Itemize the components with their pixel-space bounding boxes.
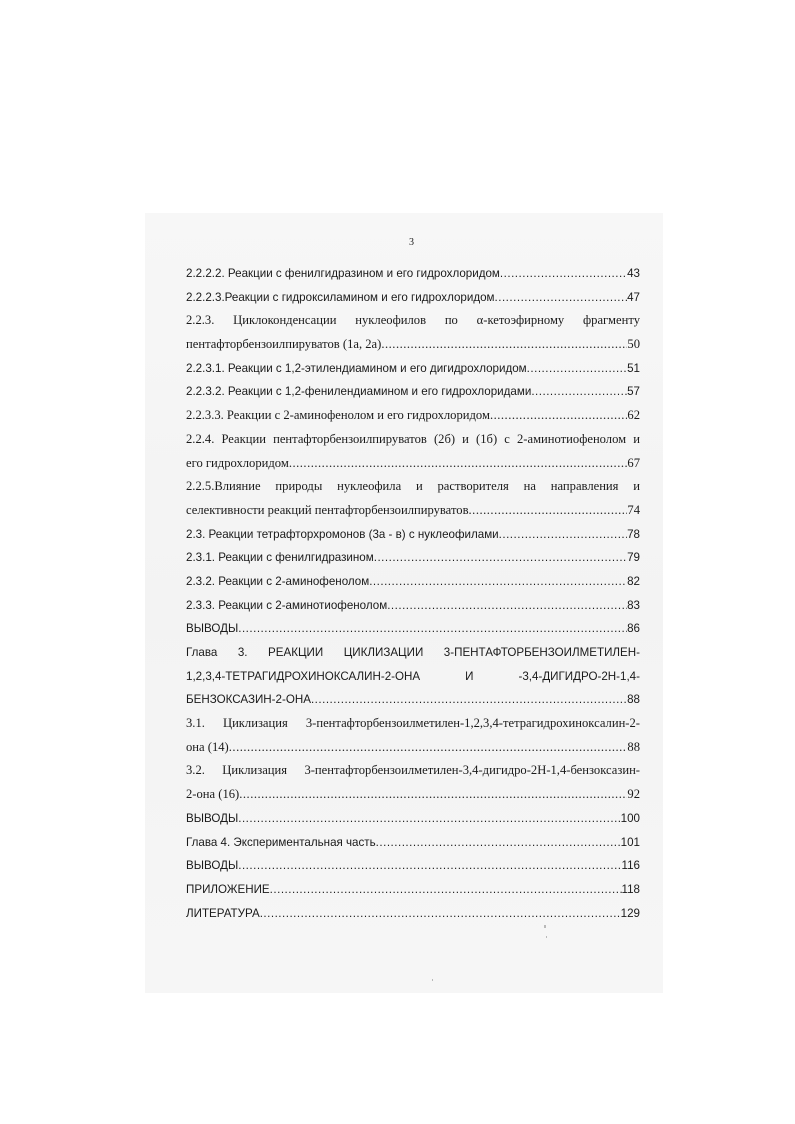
dot-leader bbox=[289, 452, 628, 476]
toc-line bbox=[186, 807, 640, 831]
scan-speck bbox=[544, 925, 546, 928]
toc-entry-title: ВЫВОДЫ bbox=[186, 811, 239, 825]
toc-line bbox=[186, 736, 640, 760]
toc-entry-title: 2.2.3.1. Реакции с 1,2-этилендиамином и его дигидрохлоридом bbox=[186, 361, 527, 375]
toc-page-number: 47 bbox=[627, 290, 640, 304]
toc-line bbox=[186, 641, 640, 665]
toc-page-number: 129 bbox=[620, 906, 640, 920]
scan-speck bbox=[432, 979, 433, 981]
toc-page-number: 43 bbox=[627, 267, 640, 280]
toc-line bbox=[186, 286, 640, 310]
toc-entry bbox=[186, 286, 640, 310]
toc-page-number: 88 bbox=[627, 693, 640, 707]
toc-page-number: 57 bbox=[627, 385, 640, 399]
toc-line bbox=[186, 404, 640, 428]
toc-page-number: 78 bbox=[627, 527, 640, 541]
toc-entry-title: 2.2.2.2. Реакции с фенилгидразином и его гидрохлоридом bbox=[186, 267, 500, 280]
toc-line bbox=[186, 902, 640, 926]
toc-page-number: 50 bbox=[627, 337, 640, 352]
toc-entry bbox=[186, 475, 640, 522]
toc-entry bbox=[186, 854, 640, 878]
dot-leader bbox=[238, 807, 620, 831]
toc-entry-title: 1,2,3,4-ТЕТРАГИДРОХИНОКСАЛИН-2-ОНА И -3,4-ДИГИДРО-2Н-1,4- bbox=[186, 669, 640, 683]
toc-line bbox=[186, 262, 640, 286]
toc-line bbox=[186, 546, 640, 570]
toc-entry-title: Глава 3. РЕАКЦИИ ЦИКЛИЗАЦИИ 3-ПЕНТАФТОРБЕНЗОИЛМЕТИЛЕН- bbox=[186, 646, 640, 659]
dot-leader bbox=[527, 357, 627, 381]
toc-entry bbox=[186, 428, 640, 475]
toc-entry bbox=[186, 712, 640, 759]
toc-line bbox=[186, 594, 640, 618]
toc-entry-title: селективности реакций пентафторбензоилпируватов bbox=[186, 502, 469, 517]
dot-leader bbox=[238, 854, 621, 878]
toc-line bbox=[186, 665, 640, 689]
toc-page-number: 100 bbox=[620, 811, 640, 825]
toc-page-number: 92 bbox=[627, 787, 640, 802]
dot-leader bbox=[374, 546, 627, 570]
dot-leader bbox=[469, 499, 628, 523]
toc-entry bbox=[186, 262, 640, 286]
dot-leader bbox=[239, 783, 627, 807]
dot-leader bbox=[531, 380, 627, 404]
toc-line bbox=[186, 617, 640, 641]
toc-line bbox=[186, 854, 640, 878]
toc-entry-title: ЛИТЕРАТУРА bbox=[186, 906, 260, 920]
toc-line bbox=[186, 380, 640, 404]
toc-line bbox=[186, 759, 640, 783]
toc-entry bbox=[186, 641, 640, 712]
toc-entry bbox=[186, 594, 640, 618]
toc-entry-title: ВЫВОДЫ bbox=[186, 859, 239, 873]
toc-entry-title: 2.3.3. Реакции с 2-аминотиофенолом bbox=[186, 598, 388, 612]
dot-leader bbox=[270, 878, 622, 902]
dot-leader bbox=[260, 902, 621, 926]
toc-entry bbox=[186, 523, 640, 547]
toc-entry-title: 2.2.3.3. Реакции с 2-аминофенолом и его гидрохлоридом bbox=[186, 408, 490, 423]
toc-line bbox=[186, 688, 640, 712]
toc-entry bbox=[186, 902, 640, 926]
toc-page-number: 79 bbox=[627, 551, 640, 565]
toc-line bbox=[186, 475, 640, 499]
toc-entry bbox=[186, 570, 640, 594]
toc-entry-title: 2.2.3.2. Реакции с 1,2-фенилендиамином и его гидрохлоридами bbox=[186, 385, 532, 399]
page-number: 3 bbox=[409, 237, 414, 248]
dot-leader bbox=[499, 523, 627, 547]
dot-leader bbox=[500, 262, 627, 286]
dot-leader bbox=[387, 594, 627, 618]
toc-entry-title: 2.3.2. Реакции с 2-аминофенолом bbox=[186, 574, 370, 588]
toc-entry-title: 2.2.5.Влияние природы нуклеофила и растворителя на направления и bbox=[186, 479, 640, 494]
toc-page-number: 101 bbox=[620, 835, 640, 849]
toc-entry-title: пентафторбензоилпируватов (1а, 2а) bbox=[186, 337, 382, 352]
toc-page-number: 116 bbox=[621, 859, 640, 873]
toc-entry-title: 2.2.2.3.Реакции с гидроксиламином и его гидрохлоридом bbox=[186, 290, 495, 304]
dot-leader bbox=[369, 570, 627, 594]
toc-entry-title: ПРИЛОЖЕНИЕ bbox=[186, 882, 270, 896]
toc-page-number: 86 bbox=[627, 622, 640, 636]
toc-line bbox=[186, 712, 640, 736]
toc-page-number: 118 bbox=[621, 882, 640, 896]
toc-line bbox=[186, 783, 640, 807]
dot-leader bbox=[495, 286, 628, 310]
toc-entry-title: Глава 4. Экспериментальная часть bbox=[186, 835, 376, 849]
toc-page-number: 82 bbox=[627, 574, 640, 588]
toc-page-number: 62 bbox=[627, 408, 640, 423]
scan-speck bbox=[546, 936, 547, 938]
toc-page-number: 74 bbox=[627, 502, 640, 517]
toc-line bbox=[186, 333, 640, 357]
toc-entry bbox=[186, 878, 640, 902]
toc-entry-title: она (14) bbox=[186, 739, 229, 754]
dot-leader bbox=[238, 617, 627, 641]
dot-leader bbox=[229, 736, 628, 760]
toc-entry bbox=[186, 404, 640, 428]
toc-entry-title: его гидрохлоридом bbox=[186, 455, 289, 470]
toc-entry bbox=[186, 357, 640, 381]
toc-entry-title: 2.2.4. Реакции пентафторбензоилпируватов (2б) и (1б) с 2-аминотиофенолом и bbox=[186, 431, 640, 446]
toc-line bbox=[186, 357, 640, 381]
toc-entry-title: 2.3.1. Реакции с фенилгидразином bbox=[186, 551, 374, 565]
toc-line bbox=[186, 831, 640, 855]
toc-entry bbox=[186, 807, 640, 831]
toc-line bbox=[186, 452, 640, 476]
dot-leader bbox=[490, 404, 627, 428]
dot-leader bbox=[311, 688, 627, 712]
toc-entry-title: 2.2.3. Циклоконденсации нуклеофилов по α-кетоэфирному фрагменту bbox=[186, 313, 640, 328]
toc-line bbox=[186, 309, 640, 333]
toc-line bbox=[186, 523, 640, 547]
toc-entry bbox=[186, 380, 640, 404]
toc-entry bbox=[186, 309, 640, 356]
toc-entry bbox=[186, 546, 640, 570]
table-of-contents bbox=[186, 262, 640, 925]
toc-page-number: 83 bbox=[627, 598, 640, 612]
toc-entry-title: 2.3. Реакции тетрафторхромонов (3а - в) с нуклеофилами bbox=[186, 527, 499, 541]
toc-line bbox=[186, 499, 640, 523]
toc-entry-title: 3.1. Циклизация 3-пентафторбензоилметилен-1,2,3,4-тетрагидрохиноксалин-2- bbox=[186, 716, 640, 731]
toc-line bbox=[186, 878, 640, 902]
toc-entry-title: БЕНЗОКСАЗИН-2-ОНА bbox=[186, 693, 311, 707]
toc-entry-title: 2-она (16) bbox=[186, 787, 240, 802]
toc-line bbox=[186, 428, 640, 452]
toc-entry-title: 3.2. Циклизация 3-пентафторбензоилметилен-3,4-дигидро-2Н-1,4-бензоксазин- bbox=[186, 763, 640, 778]
toc-page-number: 51 bbox=[627, 361, 640, 375]
toc-entry bbox=[186, 831, 640, 855]
toc-entry-title: ВЫВОДЫ bbox=[186, 622, 239, 636]
toc-line bbox=[186, 570, 640, 594]
toc-entry bbox=[186, 617, 640, 641]
toc-page-number: 88 bbox=[627, 739, 640, 754]
toc-entry bbox=[186, 759, 640, 806]
dot-leader bbox=[376, 831, 621, 855]
dot-leader bbox=[381, 333, 627, 357]
toc-page-number: 67 bbox=[627, 455, 640, 470]
